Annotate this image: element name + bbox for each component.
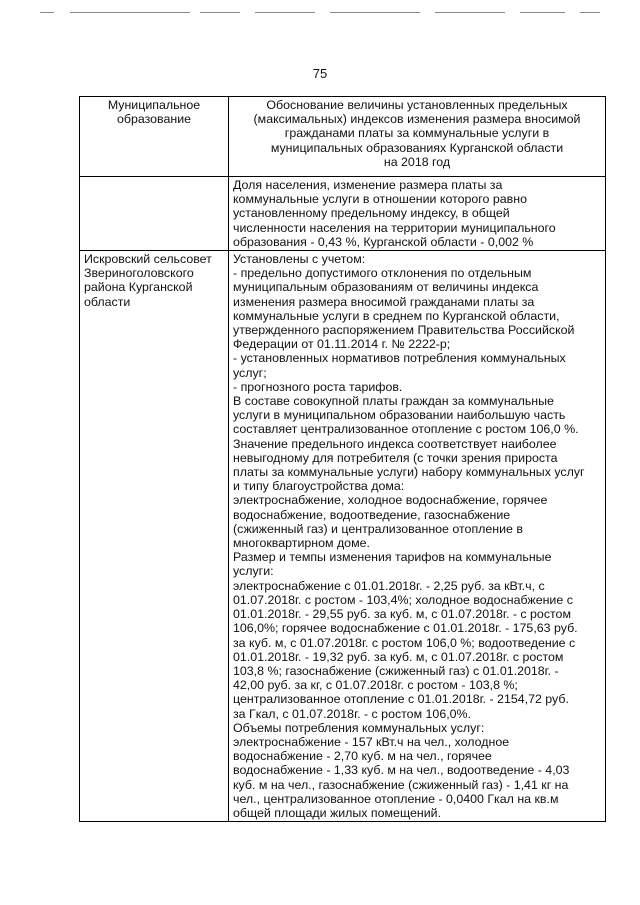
text-line: за Гкал, с 01.07.2018г. - с ростом 106,0%. bbox=[233, 706, 472, 721]
text-line: электроснабжение, холодное водоснабжение, горячее bbox=[233, 493, 548, 508]
text-line: составляет централизованное отопление с ростом 106,0 %. bbox=[233, 422, 579, 437]
table-row-population-share bbox=[80, 177, 606, 251]
municipality-line: района Курганской bbox=[84, 280, 193, 295]
text-line: многоквартирном доме. bbox=[233, 536, 370, 551]
text-line: централизованное отопление с 01.01.2018г. - 2154,72 руб. bbox=[233, 692, 569, 707]
municipality-line: области bbox=[84, 294, 131, 309]
text-line: Установлены с учетом: bbox=[233, 252, 366, 267]
text-line: численности населения на территории муниципального bbox=[233, 220, 556, 235]
text-line: образования - 0,43 %, Курганской области - 0,002 % bbox=[233, 234, 534, 249]
header-municipality bbox=[80, 97, 229, 177]
text-line: за куб. м, с 01.07.2018г. с ростом 106,0 %; водоотведение с bbox=[233, 635, 576, 650]
table-row-iskrovsky bbox=[80, 251, 606, 822]
text-line: (сжиженный газ) и централизованное отопление в bbox=[233, 521, 523, 536]
text-line: 01.01.2018г. - 19,32 руб. за куб. м, с 01.07.2018г. с ростом bbox=[233, 649, 564, 664]
scan-artifact-marks bbox=[40, 12, 600, 16]
text-line: Федерации от 01.11.2014 г. № 2222-р; bbox=[233, 337, 451, 352]
text-line: невыгодному для потребителя (с точки зрения прироста bbox=[233, 450, 558, 465]
text-line: 103,8 %; газоснабжение (сжиженный газ) с 01.01.2018г. - bbox=[233, 663, 559, 678]
text-line: - прогнозного роста тарифов. bbox=[233, 379, 403, 394]
text-line: водоснабжение - 2,70 куб. м на чел., горячее bbox=[233, 749, 492, 764]
text-line: муниципальным образованиям от величины индекса bbox=[233, 280, 539, 295]
header-col2-line: (максимальных) индексов изменения размера вносимой bbox=[253, 112, 581, 127]
text-line: утвержденного распоряжением Правительства Российской bbox=[233, 323, 575, 338]
header-justification bbox=[229, 97, 606, 177]
text-line: - предельно допустимого отклонения по отдельным bbox=[233, 266, 532, 281]
text-line: общей площади жилых помещений. bbox=[233, 805, 442, 820]
header-col1-line: Муниципальное bbox=[107, 98, 201, 112]
text-line: водоснабжение, водоотведение, газоснабжение bbox=[233, 507, 511, 522]
municipality-line: Звериноголовского bbox=[84, 266, 194, 281]
text-line: коммунальные услуги в отношении которого равно bbox=[233, 192, 527, 207]
text-line: Доля населения, изменение размера платы за bbox=[233, 178, 503, 192]
row1-col2 bbox=[229, 177, 606, 251]
text-line: В составе совокупной платы граждан за коммунальные bbox=[233, 394, 554, 409]
text-line: чел., централизованное отопление - 0,0400 Гкал на кв.м bbox=[233, 791, 559, 806]
row2-municipality-name bbox=[80, 251, 229, 822]
text-line: электроснабжение с 01.01.2018г. - 2,25 руб. за кВт.ч, с bbox=[233, 578, 545, 593]
text-line: коммунальные услуги в среднем по Курганской области, bbox=[233, 308, 560, 323]
justification-table bbox=[79, 96, 606, 822]
text-line: 42,00 руб. за кг, с 01.07.2018г. с ростом - 103,8 %; bbox=[233, 678, 518, 693]
header-col2-line: гражданами платы за коммунальные услуги в bbox=[284, 126, 550, 141]
text-line: услуги: bbox=[233, 564, 274, 579]
text-line: куб. м на чел., газоснабжение (сжиженный газ) - 1,41 кг на bbox=[233, 777, 569, 792]
text-line: Значение предельного индекса соответствует наиболее bbox=[233, 436, 557, 451]
text-line: услуги в муниципальном образовании наибольшую часть bbox=[233, 408, 566, 423]
row1-col1-empty bbox=[80, 177, 229, 251]
text-line: электроснабжение - 157 кВт.ч на чел., холодное bbox=[233, 734, 510, 749]
page-number: 75 bbox=[312, 66, 328, 81]
text-line: установленному предельному индексу, в общей bbox=[233, 206, 510, 221]
text-line: и типу благоустройства дома: bbox=[233, 479, 405, 494]
header-col1-line: образование bbox=[116, 112, 192, 127]
text-line: платы за коммунальные услуги) набору коммунальных услуг bbox=[233, 465, 585, 480]
text-line: Размер и темпы изменения тарифов на коммунальные bbox=[233, 550, 552, 565]
text-line: 01.01.2018г. - 29,55 руб. за куб. м, с 01.07.2018г. - с ростом bbox=[233, 607, 571, 622]
header-col2-line: Обоснование величины установленных предельных bbox=[266, 98, 568, 112]
header-col2-line: на 2018 год bbox=[383, 154, 451, 169]
text-line: водоснабжение - 1,33 куб. м на чел., водоотведение - 4,03 bbox=[233, 763, 570, 778]
municipality-line: Искровский сельсовет bbox=[84, 252, 212, 267]
header-col2-line: муниципальных образованиях Курганской области bbox=[270, 140, 564, 155]
text-line: услуг; bbox=[233, 365, 267, 380]
text-line: Объемы потребления коммунальных услуг: bbox=[233, 720, 485, 735]
text-line: 01.07.2018г. с ростом - 103,4%; холодное водоснабжение с bbox=[233, 592, 573, 607]
text-line: 106,0%; горячее водоснабжение с 01.01.2018г. - 175,63 руб. bbox=[233, 621, 578, 636]
table-header-row bbox=[80, 97, 606, 177]
text-line: изменения размера вносимой гражданами платы за bbox=[233, 294, 535, 309]
row2-justification-text bbox=[229, 251, 606, 822]
text-line: - установленных нормативов потребления коммунальных bbox=[233, 351, 566, 366]
